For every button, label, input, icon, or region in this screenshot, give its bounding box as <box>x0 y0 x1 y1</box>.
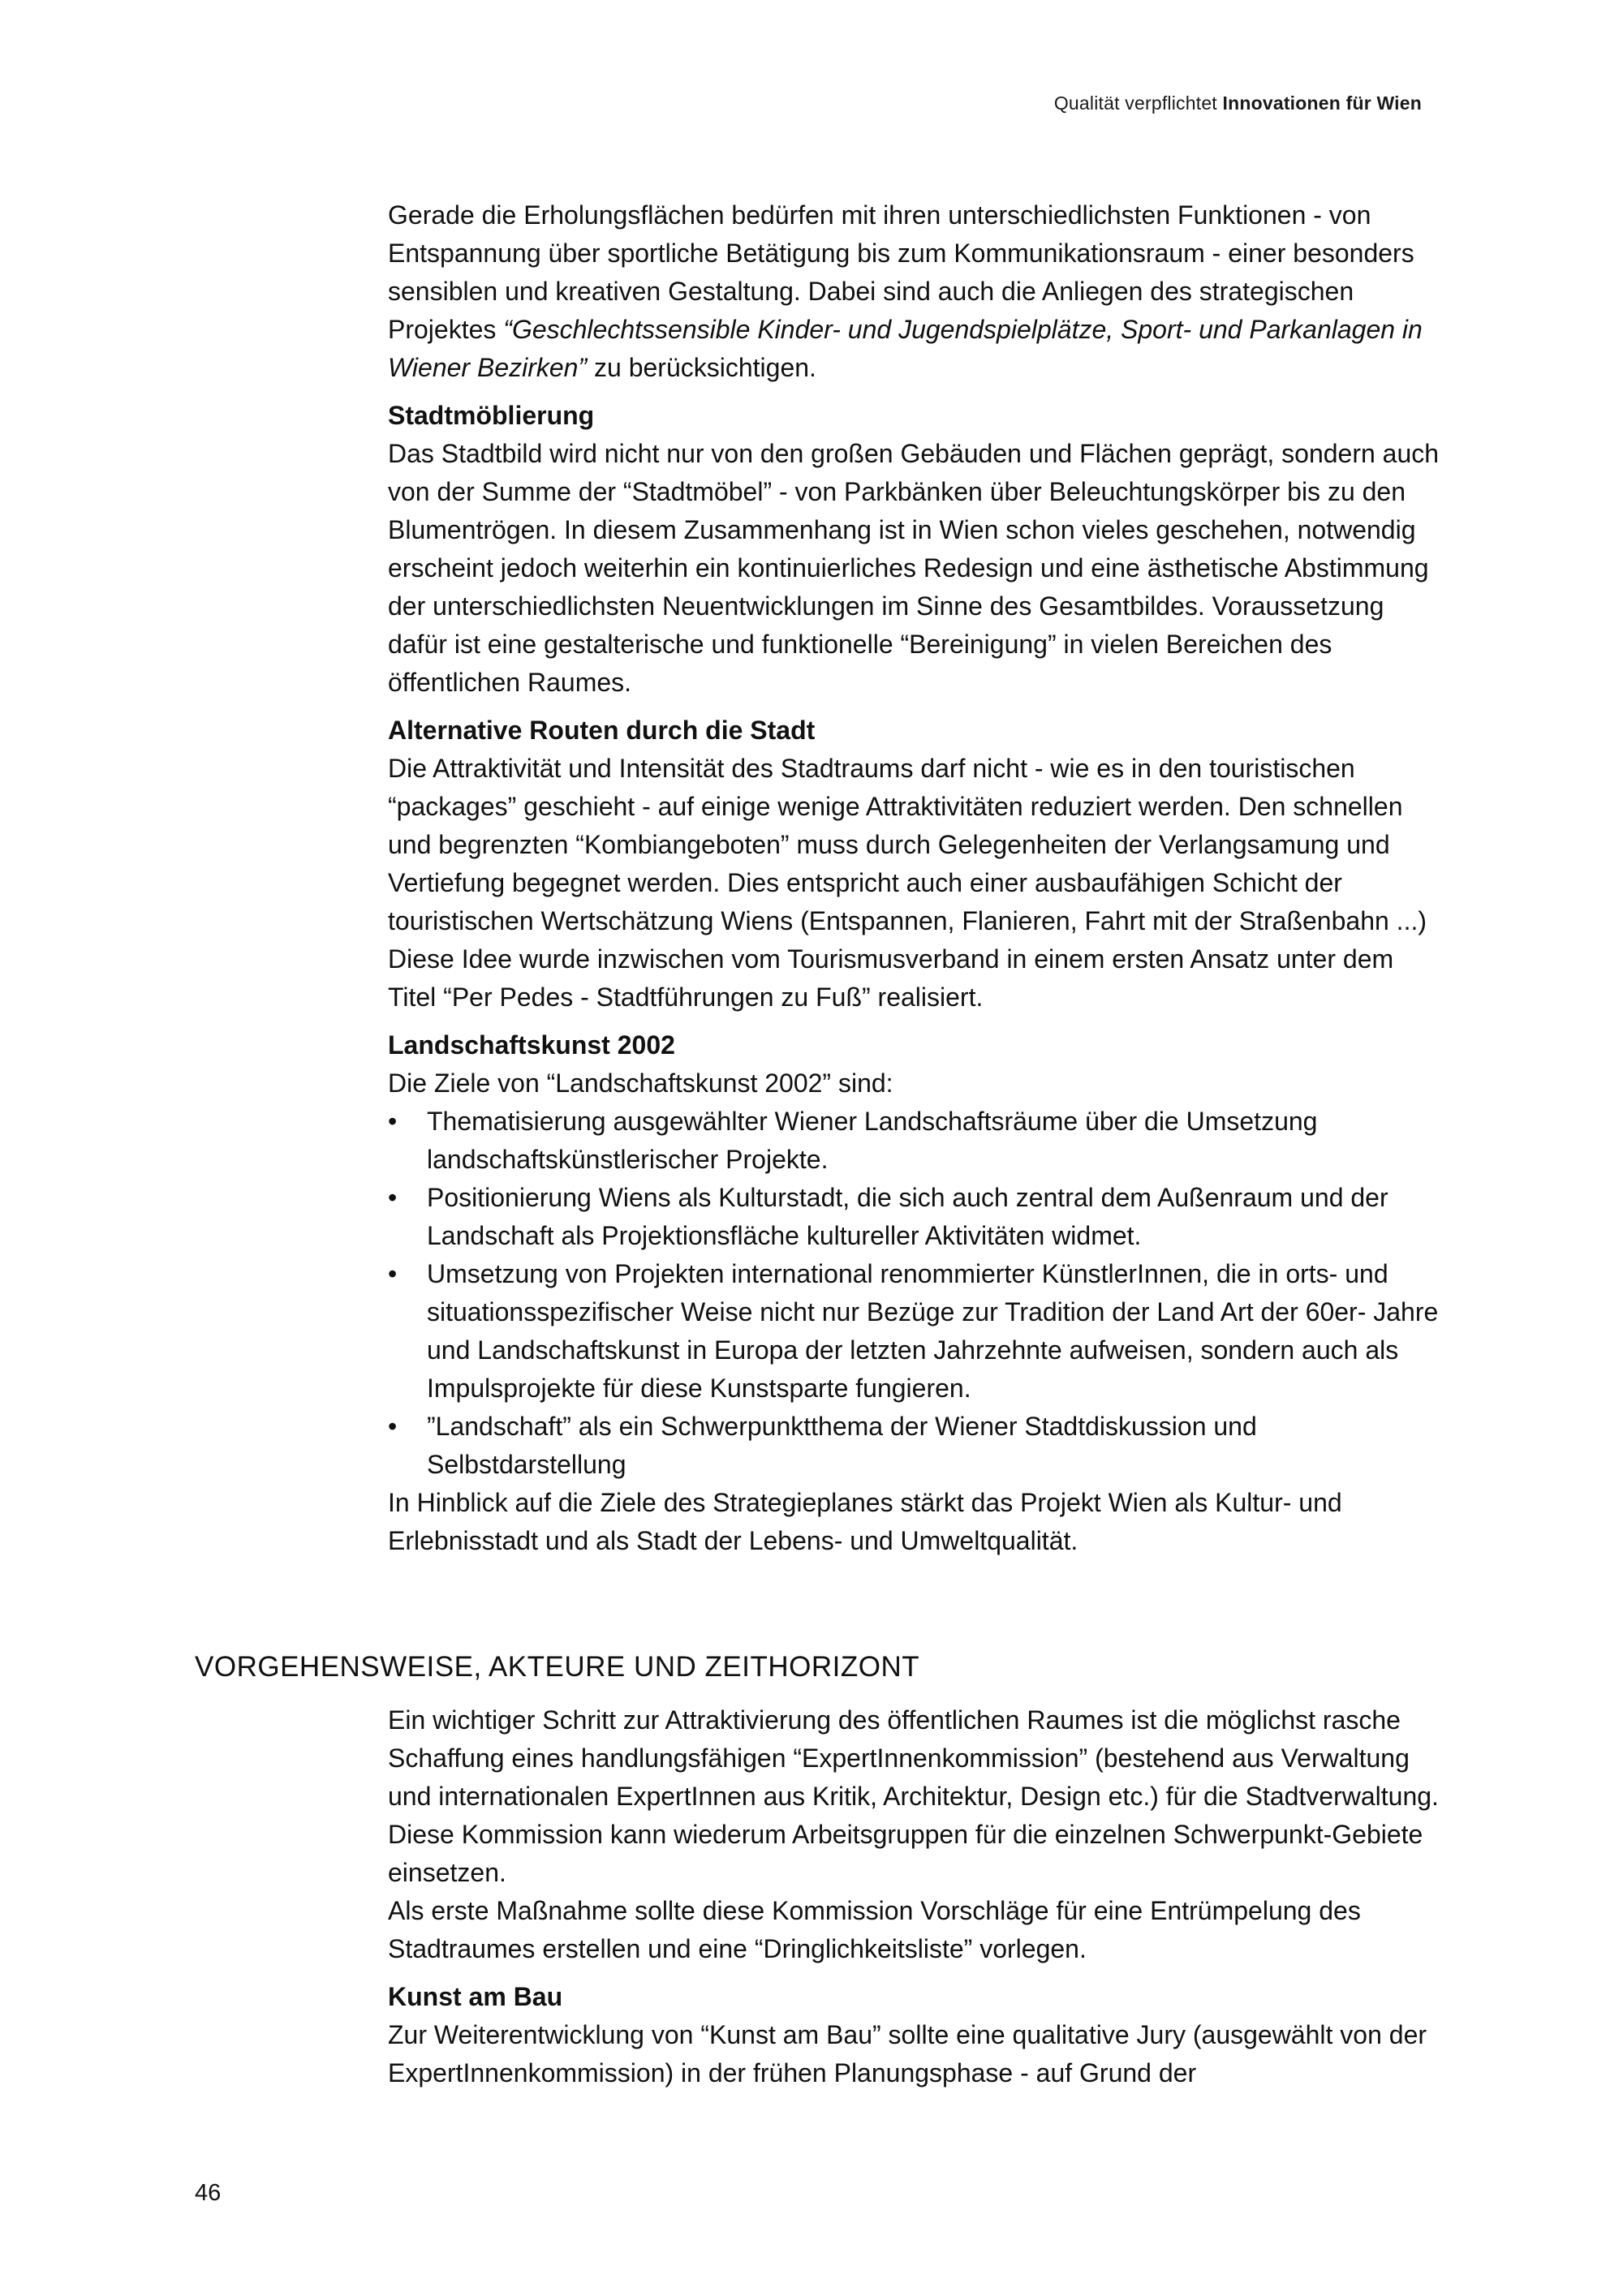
running-header-left: Qualität verpflichtet <box>1053 92 1217 114</box>
list-item <box>388 1179 1443 1255</box>
kunst-am-bau-heading: Kunst am Bau <box>388 1982 563 2011</box>
running-header-right: Innovationen für Wien <box>1222 92 1422 114</box>
list-item <box>388 1408 1443 1484</box>
intro-italic-project-title: “Geschlechtssensible Kinder- und Jugendspielplätze, Sport- und Parkanlagen in Wiener Bezirken” <box>388 315 1423 382</box>
intro-text-before: Gerade die Erholungsflächen bedürfen mit ihren unterschiedlichsten Funktionen - von Entspannung über sportliche Betätigung bis zum Kommunikationsraum - einer besonders sensiblen und kreativen Gestaltung. Dabei sind auch die Anliegen des strategischen Projektes <box>388 200 1414 344</box>
list-item-text: Positionierung Wiens als Kulturstadt, die sich auch zentral dem Außenraum und der Landschaft als Projektionsfläche kultureller Aktivitäten widmet. <box>427 1183 1388 1250</box>
bullet-icon: • <box>388 1183 398 1212</box>
landschaftskunst-intro: Die Ziele von “Landschaftskunst 2002” sind: <box>388 1068 893 1098</box>
routen-heading: Alternative Routen durch die Stadt <box>388 716 816 745</box>
list-item <box>388 1103 1443 1179</box>
routen-paragraph-2: Diese Idee wurde inzwischen vom Tourismusverband in einem ersten Ansatz unter dem Titel “Per Pedes - Stadtführungen zu Fuß” realisiert. <box>388 944 1394 1012</box>
list-item <box>388 1255 1443 1408</box>
kunst-am-bau-paragraph: Zur Weiterentwicklung von “Kunst am Bau” sollte eine qualitative Jury (ausgewählt von der ExpertInnenkommission) in der frühen Planungsphase - auf Grund der <box>388 2020 1427 2087</box>
list-item-text: Umsetzung von Projekten international renommierter KünstlerInnen, die in orts- und situationsspezifischer Weise nicht nur Bezüge zur Tradition der Land Art der 60er- Jahre und Landschaftskunst in Europa der letzten Jahrzehnte aufweisen, sondern auch als Impulsprojekte für diese Kunstsparte fungieren. <box>427 1259 1439 1403</box>
intro-paragraph <box>388 196 1443 387</box>
bullet-icon: • <box>388 1412 398 1441</box>
section-text-column <box>388 1701 1443 2092</box>
routen-paragraph: Die Attraktivität und Intensität des Stadtraums darf nicht - wie es in den touristischen “packages” geschieht - auf einige wenige Attraktivitäten reduziert werden. Den schnellen und begrenzten “Kombiangeboten” muss durch Gelegenheiten der Verlangsamung und Vertiefung begegnet werden. Dies entspricht auch einer ausbaufähigen Schicht der touristischen Wertschätzung Wiens (Entspannen, Flanieren, Fahrt mit der Straßenbahn ...) <box>388 754 1427 935</box>
page-number: 46 <box>195 2180 222 2206</box>
main-text-column <box>388 196 1443 1560</box>
section-paragraph-1: Ein wichtiger Schritt zur Attraktivierung des öffentlichen Raumes ist die möglichst rasche Schaffung eines handlungsfähigen “ExpertInnenkommission” (bestehend aus Verwaltung und internationalen ExpertInnen aus Kritik, Architektur, Design etc.) für die Stadtverwaltung. Diese Kommission kann wiederum Arbeitsgruppen für die einzelnen Schwerpunkt-Gebiete einsetzen. <box>388 1705 1439 1887</box>
intro-text-after: zu berücksichtigen. <box>587 353 816 382</box>
landschaftskunst-heading: Landschaftskunst 2002 <box>388 1030 675 1060</box>
section-paragraph-2: Als erste Maßnahme sollte diese Kommission Vorschläge für eine Entrümpelung des Stadtraumes erstellen und eine “Dringlichkeitsliste” vorlegen. <box>388 1896 1361 1963</box>
section-heading-vorgehensweise: VORGEHENSWEISE, AKTEURE UND ZEITHORIZONT <box>195 1651 920 1683</box>
list-item-text: Thematisierung ausgewählter Wiener Landschaftsräume über die Umsetzung landschaftskünstlerischer Projekte. <box>427 1107 1318 1174</box>
landschaftskunst-goals-list <box>388 1103 1443 1484</box>
stadtmoeblierung-heading: Stadtmöblierung <box>388 401 595 430</box>
bullet-icon: • <box>388 1259 398 1288</box>
running-header <box>1054 92 1422 114</box>
bullet-icon: • <box>388 1107 398 1136</box>
stadtmoeblierung-paragraph: Das Stadtbild wird nicht nur von den großen Gebäuden und Flächen geprägt, sondern auch von der Summe der “Stadtmöbel” - von Parkbänken über Beleuchtungskörper bis zu den Blumentrögen. In diesem Zusammenhang ist in Wien schon vieles geschehen, notwendig erscheint jedoch weiterhin ein kontinuierliches Redesign und eine ästhetische Abstimmung der unterschiedlichsten Neuentwicklungen im Sinne des Gesamtbildes. Voraussetzung dafür ist eine gestalterische und funktionelle “Bereinigung” in vielen Bereichen des öffentlichen Raumes. <box>388 439 1440 697</box>
list-item-text: ”Landschaft” als ein Schwerpunktthema der Wiener Stadtdiskussion und Selbstdarstellung <box>427 1412 1257 1479</box>
landschaftskunst-closing: In Hinblick auf die Ziele des Strategieplanes stärkt das Projekt Wien als Kultur- und Erlebnisstadt und als Stadt der Lebens- und Umweltqualität. <box>388 1488 1342 1555</box>
